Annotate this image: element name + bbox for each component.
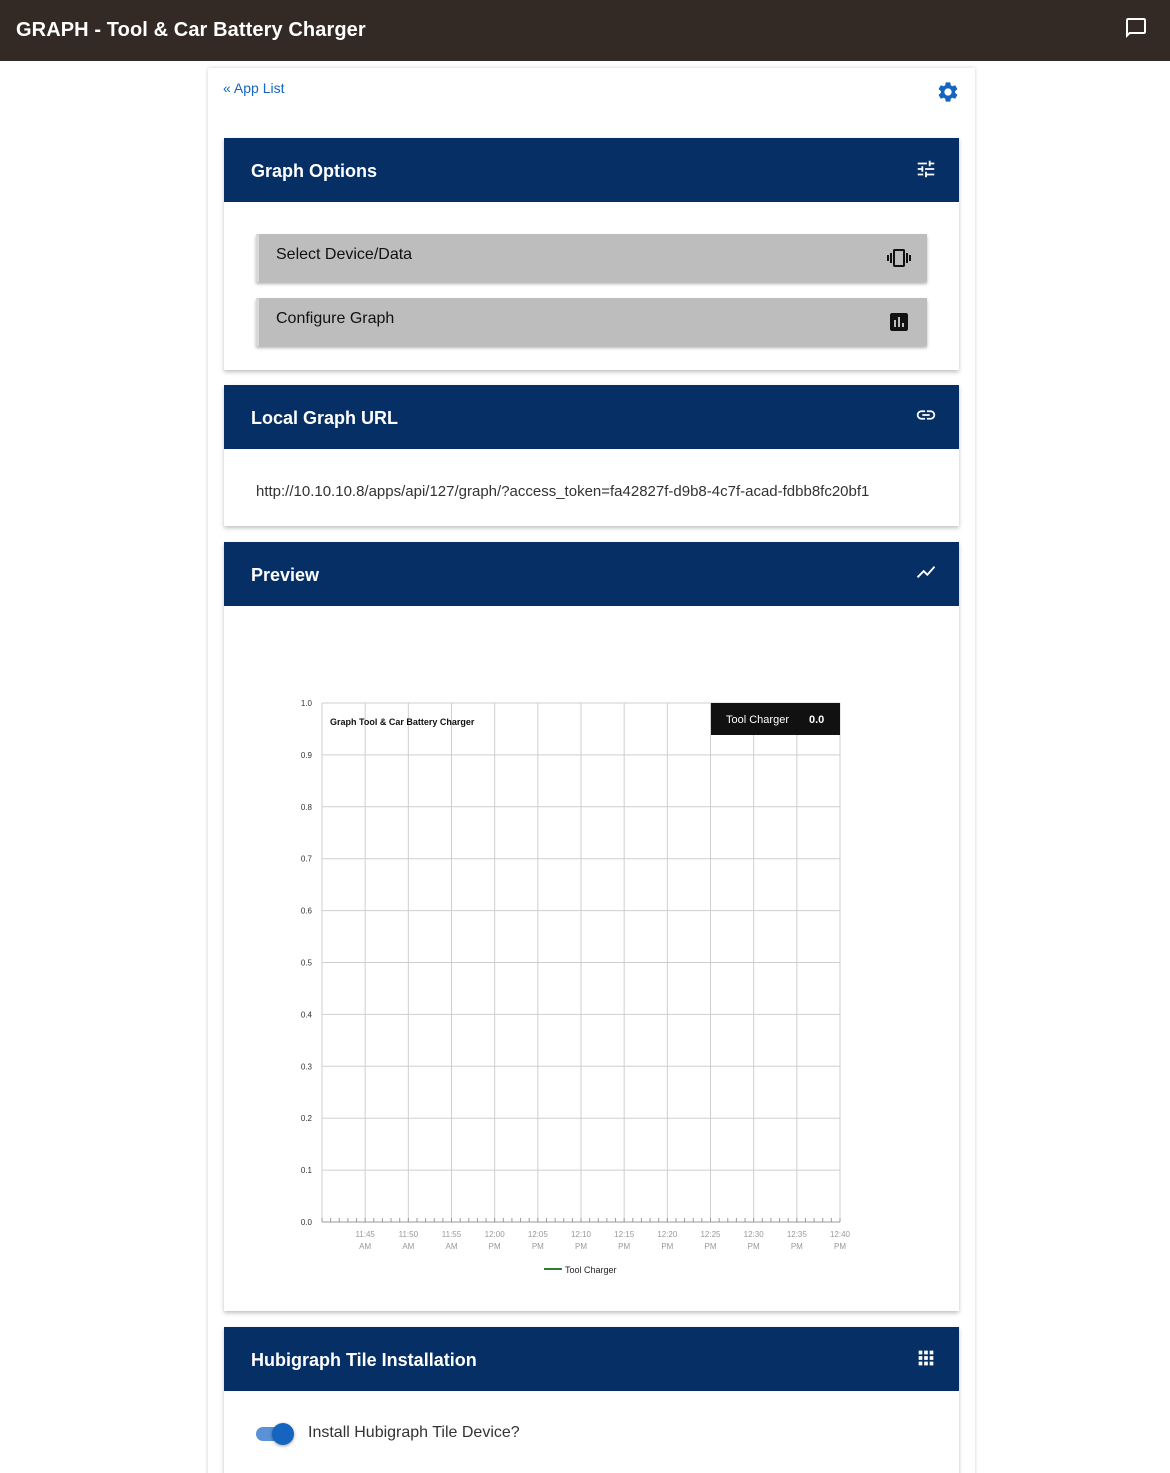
x-axis: [322, 1218, 851, 1251]
graph-options-card: [224, 138, 959, 370]
y-axis: [301, 699, 313, 1227]
x-tick-label: PM: [661, 1242, 674, 1251]
local-url-card: [224, 385, 959, 526]
x-tick-label: 12:00: [484, 1230, 505, 1239]
y-tick-label: 0.2: [300, 1114, 312, 1124]
vibration-icon: [887, 246, 911, 270]
hubigraph-card: [224, 1327, 959, 1473]
configure-graph-label: Configure Graph: [276, 310, 395, 327]
x-tick-label: PM: [747, 1242, 760, 1251]
y-tick-label: 0.9: [300, 750, 312, 760]
x-tick-label: 12:15: [614, 1230, 635, 1239]
y-tick-label: 0.0: [300, 1218, 312, 1227]
bar-chart-icon: [887, 310, 911, 334]
trending-icon: [915, 561, 937, 583]
x-tick-label: PM: [704, 1242, 717, 1251]
configure-graph-button[interactable]: [256, 298, 927, 346]
chart-title: Graph Tool & Car Battery Charger: [330, 717, 475, 727]
x-tick-label: AM: [402, 1242, 415, 1251]
local-url-header[interactable]: [224, 385, 959, 449]
y-tick-label: 1.0: [300, 699, 312, 708]
x-tick-label: 12:30: [743, 1230, 764, 1239]
preview-card: [224, 542, 959, 1311]
preview-title: Preview: [251, 565, 320, 585]
link-icon: [915, 404, 937, 426]
select-device-label: Select Device/Data: [276, 246, 413, 263]
x-tick-label: AM: [359, 1242, 372, 1251]
preview-chart: [224, 606, 959, 1312]
y-tick-label: 0.7: [300, 854, 312, 864]
x-tick-label: 12:05: [527, 1230, 548, 1239]
gear-icon[interactable]: [936, 80, 960, 104]
app-list-link[interactable]: « App List: [223, 80, 285, 96]
x-tick-label: PM: [618, 1242, 631, 1251]
chart-grid: [322, 703, 840, 1222]
x-tick-label: PM: [834, 1242, 846, 1251]
tooltip-label: Tool Charger: [726, 714, 789, 726]
local-graph-url[interactable]: http://10.10.10.8/apps/api/127/graph/?access_token=fa42827f-d9b8-4c7f-acad-fdbb8fc20bf1: [256, 483, 870, 500]
select-device-button[interactable]: [256, 234, 927, 282]
x-tick-label: 12:35: [786, 1230, 807, 1239]
graph-options-header[interactable]: [224, 138, 959, 202]
install-tile-label: Install Hubigraph Tile Device?: [308, 1424, 520, 1441]
x-tick-label: 12:10: [570, 1230, 592, 1239]
grid-icon: [915, 1347, 937, 1369]
y-tick-label: 0.4: [300, 1010, 312, 1020]
y-tick-label: 0.5: [300, 958, 312, 968]
x-tick-label: 12:25: [700, 1230, 721, 1239]
x-tick-label: 11:55: [441, 1230, 462, 1239]
hubigraph-title: Hubigraph Tile Installation: [251, 1350, 477, 1370]
x-tick-label: AM: [445, 1242, 458, 1251]
preview-header[interactable]: [224, 542, 959, 606]
hubigraph-header[interactable]: [224, 1327, 959, 1391]
local-url-title: Local Graph URL: [251, 408, 399, 428]
x-tick-label: PM: [531, 1242, 544, 1251]
y-tick-label: 0.3: [300, 1062, 312, 1072]
chart-tooltip: [711, 703, 840, 735]
x-tick-label: 11:45: [355, 1230, 375, 1239]
x-tick-label: PM: [790, 1242, 803, 1251]
tooltip-value: 0.0: [809, 714, 825, 726]
tune-icon: [915, 158, 937, 180]
app-header: [0, 0, 1170, 61]
x-tick-label: 11:50: [398, 1230, 419, 1239]
chart-legend: [544, 1265, 617, 1275]
page-title: GRAPH - Tool & Car Battery Charger: [16, 19, 366, 41]
y-tick-label: 0.6: [300, 906, 312, 916]
x-tick-label: 12:20: [657, 1230, 678, 1239]
x-tick-label: PM: [575, 1242, 587, 1251]
x-tick-label: PM: [488, 1242, 501, 1251]
y-tick-label: 0.8: [300, 802, 312, 812]
install-tile-toggle[interactable]: [256, 1427, 292, 1441]
chat-bubble-icon[interactable]: [1124, 16, 1148, 40]
y-tick-label: 0.1: [300, 1166, 312, 1176]
x-tick-label: 12:40: [829, 1230, 851, 1239]
legend-label-tool-charger: Tool Charger: [565, 1265, 617, 1275]
chart-canvas: [224, 606, 959, 1312]
graph-options-title: Graph Options: [251, 161, 377, 181]
toggle-knob[interactable]: [272, 1423, 294, 1445]
